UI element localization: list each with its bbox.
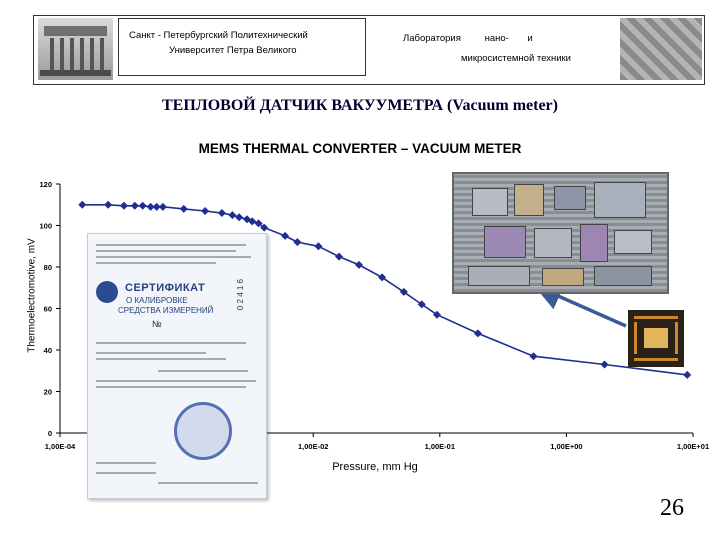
- data-point: [683, 371, 691, 379]
- sensor-die-photo: [628, 310, 684, 367]
- mems-chip-photo: [452, 172, 669, 294]
- data-point: [159, 203, 167, 211]
- y-tick-label: 100: [39, 221, 52, 231]
- chart-title: MEMS THERMAL CONVERTER – VACUUM METER: [198, 141, 522, 156]
- data-point: [281, 232, 289, 240]
- y-tick-label: 40: [43, 346, 52, 355]
- certificate-number-label: №: [152, 319, 162, 329]
- y-tick-label: 80: [43, 263, 52, 272]
- data-point: [131, 202, 139, 210]
- university-line-2: Университет Петра Великого: [169, 45, 297, 56]
- data-point: [201, 207, 209, 215]
- data-point: [78, 201, 86, 209]
- data-point: [139, 202, 147, 210]
- x-tick-label: 1,00E-02: [297, 442, 329, 451]
- y-tick-label: 20: [43, 387, 52, 397]
- data-point: [601, 361, 609, 369]
- data-point: [104, 201, 112, 209]
- x-tick-label: 1,00E+01: [676, 442, 710, 451]
- x-tick-label: 1,00E-01: [424, 442, 456, 451]
- y-axis-label: Thermoelectromotive, mV: [26, 238, 38, 353]
- data-point: [314, 242, 322, 250]
- emblem-icon: [96, 281, 118, 303]
- data-point: [293, 238, 301, 246]
- x-tick-label: 1,00E+00: [550, 442, 583, 451]
- data-point: [120, 202, 128, 210]
- lab-line-2: микросистемной техники: [461, 53, 571, 64]
- data-point: [218, 209, 226, 217]
- certificate-heading: СЕРТИФИКАТ: [125, 282, 206, 294]
- data-point: [530, 352, 538, 360]
- lab-line-1: Лаборатория нано- и: [403, 33, 533, 44]
- data-point: [474, 329, 482, 337]
- certificate-subheading-2: СРЕДСТВА ИЗМЕРЕНИЙ: [118, 306, 214, 315]
- y-tick-label: 60: [43, 304, 52, 314]
- data-point: [180, 205, 188, 213]
- certificate-subheading: О КАЛИБРОВКЕ: [126, 296, 188, 305]
- university-line-1: Санкт - Петербургский Политехнический: [129, 30, 308, 41]
- y-tick-label: 120: [39, 180, 52, 189]
- data-point: [335, 253, 343, 261]
- y-tick-label: 0: [47, 429, 52, 438]
- x-tick-label: 1,00E-04: [44, 442, 76, 451]
- data-point: [228, 211, 236, 219]
- data-point: [235, 213, 243, 221]
- calibration-certificate-image: [87, 233, 267, 499]
- slide-title: ТЕПЛОВОЙ ДАТЧИК ВАКУУМЕТРА (Vacuum meter): [162, 97, 558, 114]
- certificate-serial: 0 2 4 1 6: [236, 279, 245, 311]
- certificate-seal: [174, 402, 232, 460]
- x-axis-label: Pressure, mm Hg: [332, 461, 418, 473]
- page-number: 26: [660, 495, 684, 521]
- data-point: [355, 261, 363, 269]
